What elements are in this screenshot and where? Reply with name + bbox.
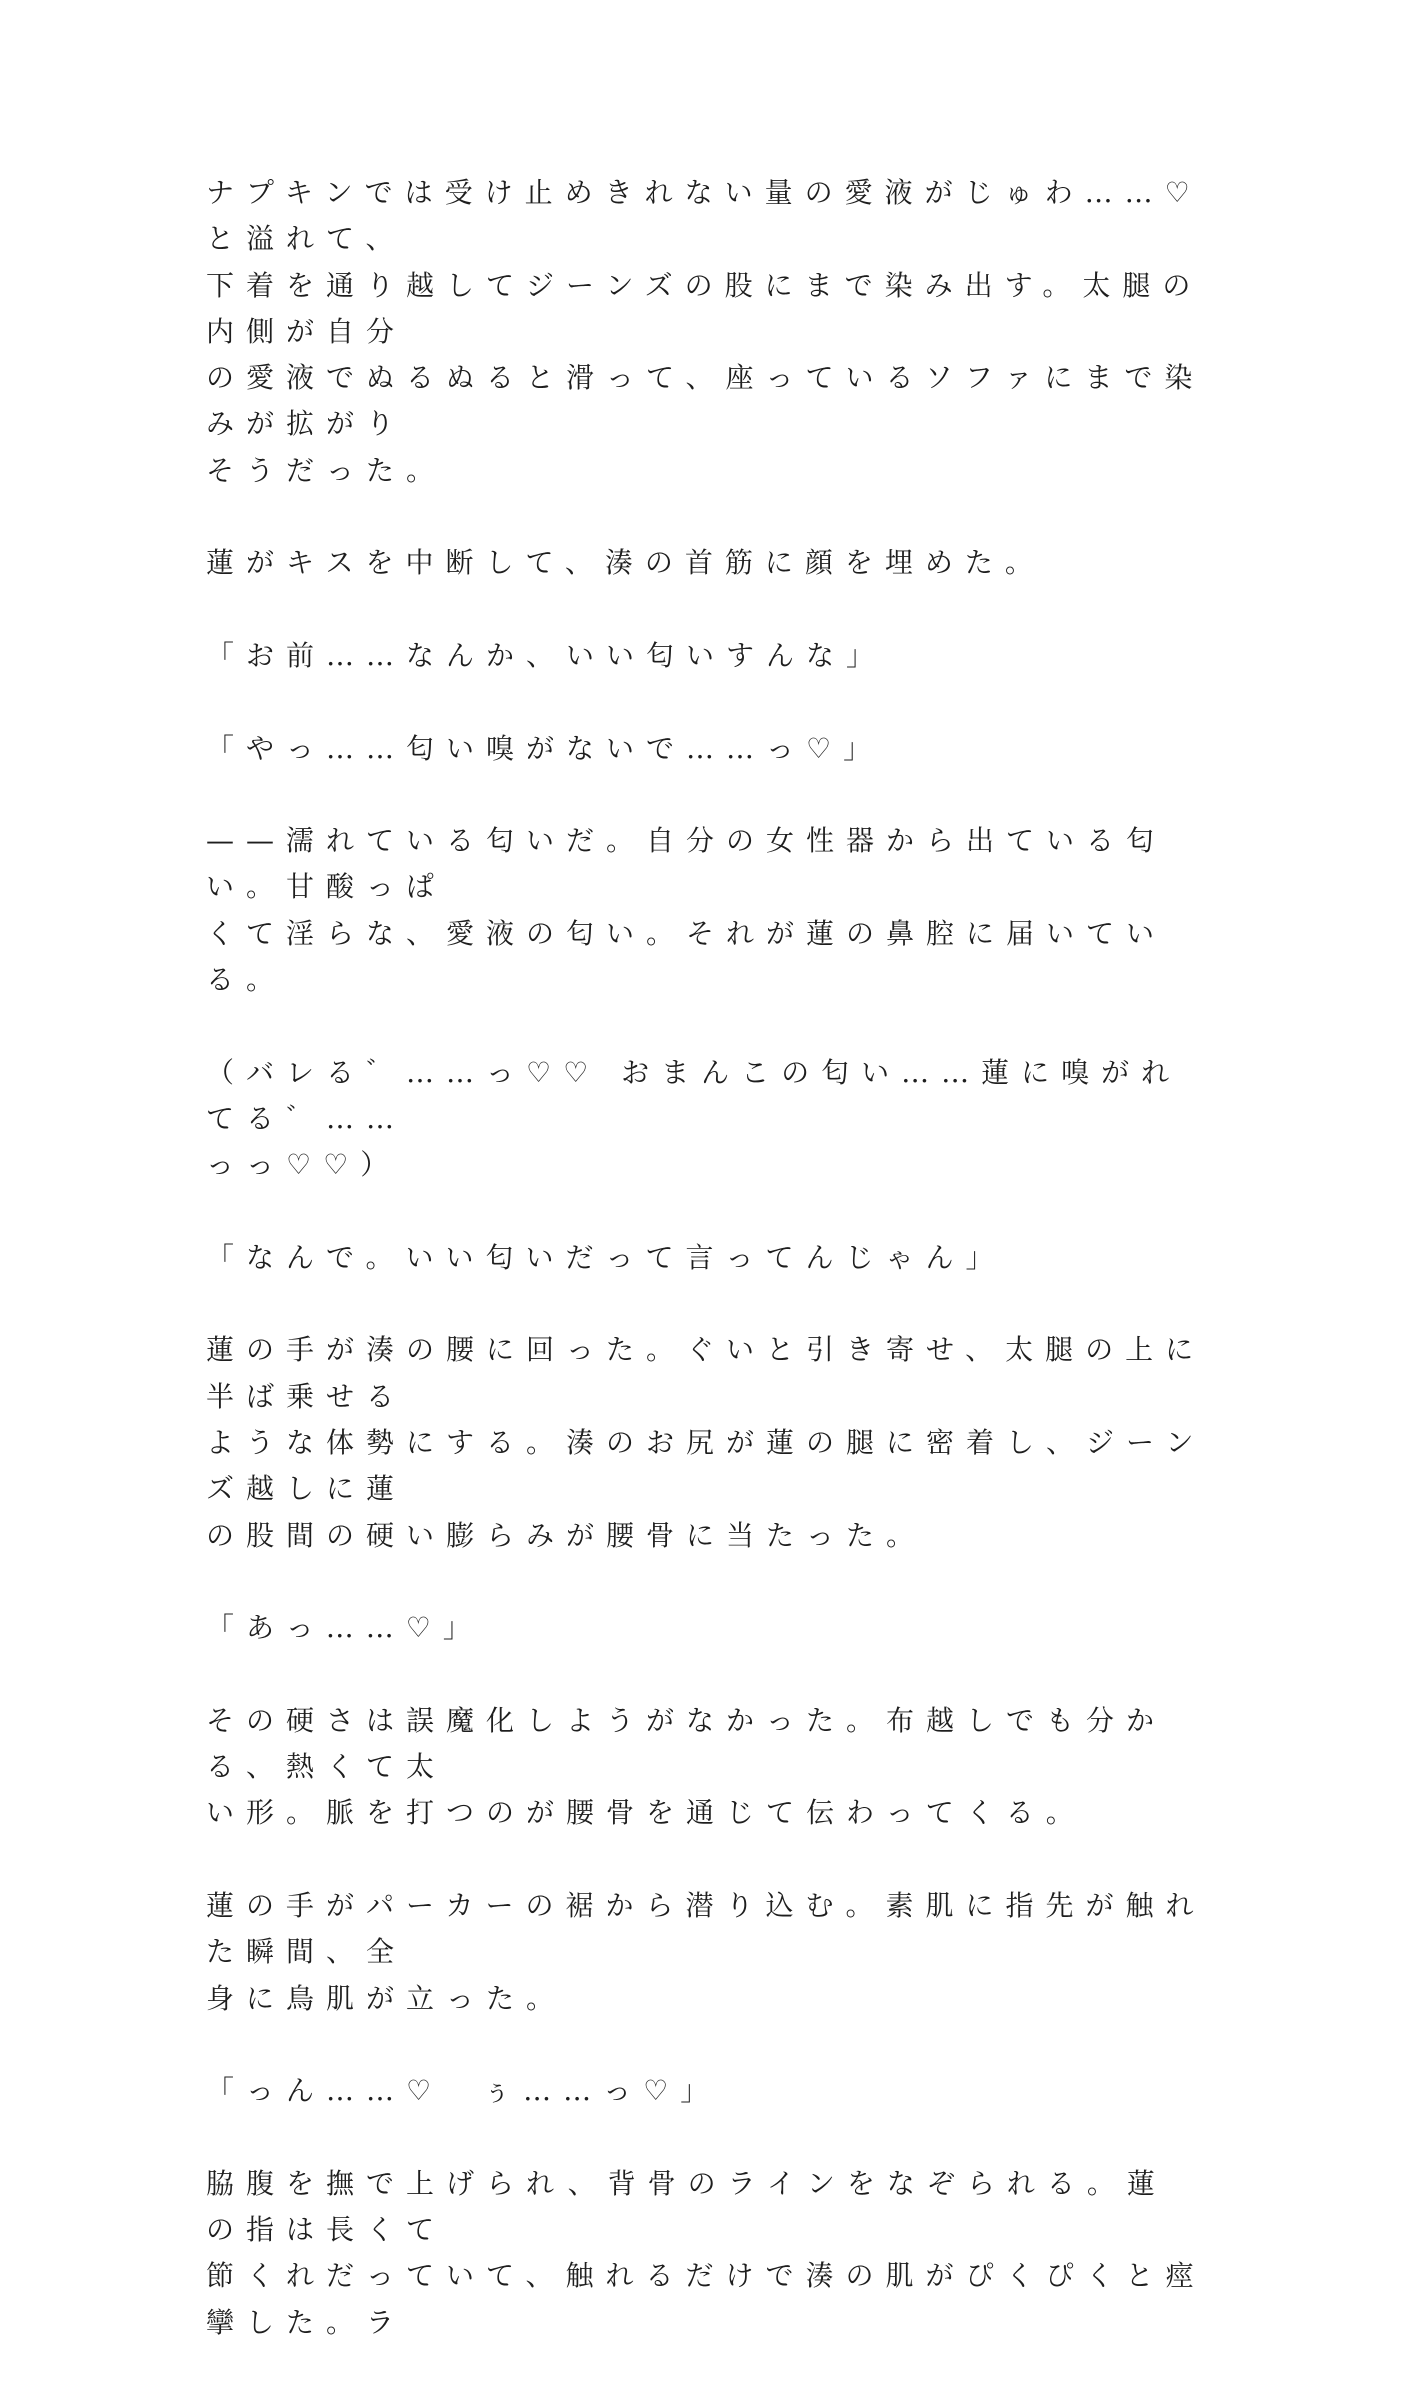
text-line: ような体勢にする。湊のお尻が蓮の腿に密着し、ジーンズ越しに蓮 (206, 1426, 1206, 1506)
paragraph (206, 1698, 1206, 1837)
dialogue (206, 1235, 1206, 1281)
text-line: 節くれだっていて、触れるだけで湊の肌がぴくぴくと痙攣した。ラ (206, 2259, 1206, 2339)
text-line: 蓮がキスを中断して、湊の首筋に顔を埋めた。 (206, 546, 1045, 580)
text-line: 「やっ……匂い嗅がないで……っ♡」 (206, 731, 884, 765)
text-line: ——濡れている匂いだ。自分の女性器から出ている匂い。甘酸っぱ (206, 824, 1167, 904)
text-line: 下着を通り越してジーンズの股にまで染み出す。太腿の内側が自分 (206, 268, 1203, 348)
dialogue (206, 633, 1206, 679)
text-line: っっ♡♡） (206, 1148, 401, 1182)
text-line: 蓮の手が湊の腰に回った。ぐいと引き寄せ、太腿の上に半ば乗せる (206, 1333, 1206, 1413)
text-line: そうだった。 (206, 453, 447, 487)
paragraph (206, 1883, 1206, 2022)
inner-monologue (206, 1050, 1206, 1189)
text-line: 脇腹を撫で上げられ、背骨のラインをなぞられる。蓮の指は長くて (206, 2166, 1167, 2247)
paragraph (206, 540, 1206, 586)
paragraph (206, 818, 1206, 1003)
text-line: 「っん……♡ ぅ……っ♡」 (206, 2074, 721, 2108)
paragraph (206, 1327, 1206, 1558)
text-line: 「なんで。いい匂いだって言ってんじゃん」 (206, 1240, 1006, 1274)
text-line: の股間の硬い膨らみが腰骨に当たった。 (206, 1518, 927, 1552)
text-line: （バレる゛……っ♡♡ おまんこの匂い……蓮に嗅がれてる゛…… (206, 1055, 1182, 1135)
text-line: その硬さは誤魔化しようがなかった。布越しでも分かる、熱くて太 (206, 1703, 1167, 1784)
text-line: ナプキンでは受け止めきれない量の愛液がじゅわ……♡と溢れて、 (206, 176, 1202, 256)
text-line: くて淫らな、愛液の匂い。それが蓮の鼻腔に届いている。 (206, 916, 1167, 997)
dialogue (206, 1605, 1206, 1651)
paragraph (206, 2161, 1206, 2346)
document-page (206, 170, 1206, 2392)
paragraph (206, 170, 1206, 494)
text-line: 「あっ……♡」 (206, 1611, 483, 1645)
text-line: の愛液でぬるぬると滑って、座っているソファにまで染みが拡がり (206, 361, 1205, 441)
dialogue (206, 726, 1206, 772)
text-line: 蓮の手がパーカーの裾から潜り込む。素肌に指先が触れた瞬間、全 (206, 1888, 1206, 1969)
text-line: 「お前……なんか、いい匂いすんな」 (206, 638, 887, 672)
text-line: 身に鳥肌が立った。 (206, 1981, 567, 2015)
dialogue (206, 2068, 1206, 2114)
text-line: い形。脈を打つのが腰骨を通じて伝わってくる。 (206, 1796, 1086, 1830)
